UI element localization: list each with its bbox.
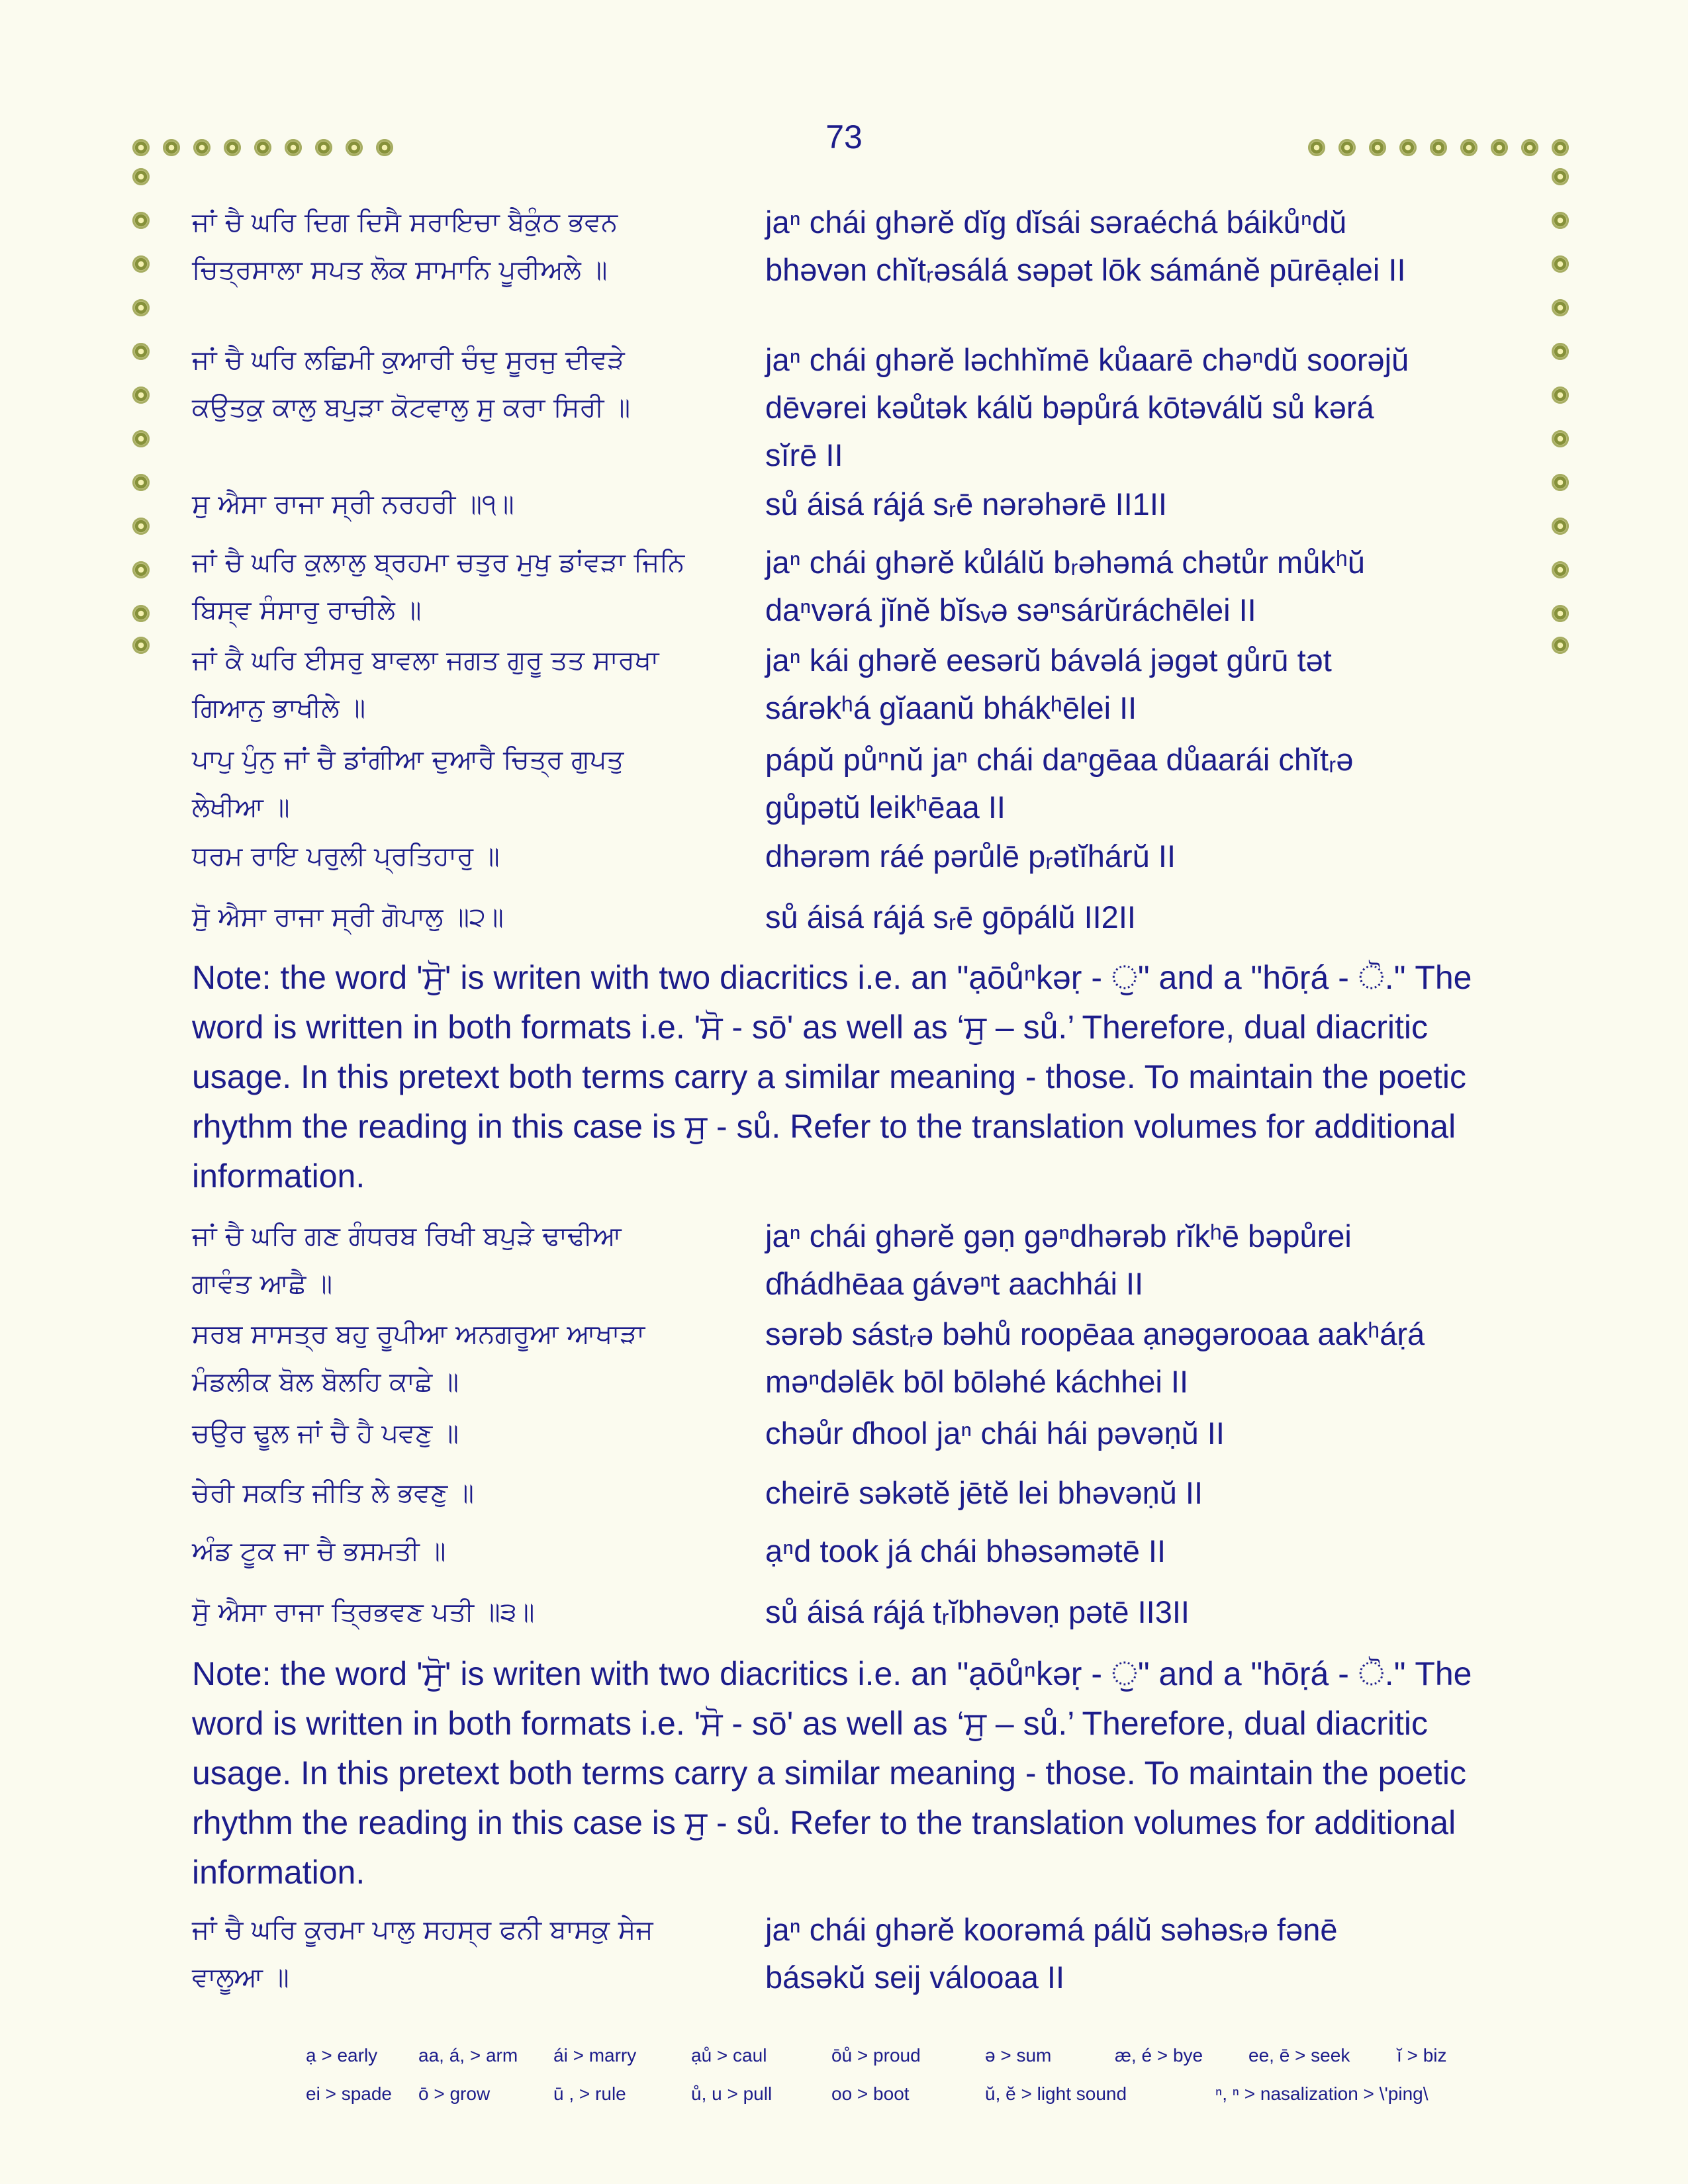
flower-icon — [1460, 139, 1477, 156]
flower-icon — [163, 139, 180, 156]
legend-item: ạů > caul — [691, 2045, 767, 2066]
flower-icon — [132, 212, 150, 229]
gurmukhi-line: ਧਰਮ ਰਾਇ ਪਰੁਲੀ ਪ੍ਰਤਿਹਾਰੁ ॥ — [192, 841, 500, 872]
flower-icon — [1552, 387, 1569, 404]
legend-item: ō > grow — [418, 2083, 491, 2104]
gurmukhi-line: ਗਿਆਨੁ ਭਾਖੀਲੇ ॥ — [192, 693, 366, 723]
transliteration-line: gůpətŭ leikʰēaa II — [765, 790, 1006, 825]
gurmukhi-line: ਵਾਲੂਆ ॥ — [192, 1962, 289, 1993]
flower-icon — [132, 387, 150, 404]
gurmukhi-line: ਮੰਡਲੀਕ ਬੋਲ ਬੋਲਹਿ ਕਾਛੇ ॥ — [192, 1367, 459, 1397]
flower-icon — [1552, 605, 1569, 622]
gurmukhi-line: ਚਿਤ੍ਰਸਾਲਾ ਸਪਤ ਲੋਕ ਸਾਮਾਨਿ ਪੂਰੀਅਲੇ ॥ — [192, 255, 608, 285]
flower-icon — [1369, 139, 1386, 156]
legend-item: ĭ > biz — [1397, 2045, 1447, 2066]
flower-icon — [1552, 255, 1569, 273]
transliteration-line: chəůr ɗhool jaⁿ chái hái pəvəṇŭ II — [765, 1416, 1225, 1451]
transliteration-line: básəkŭ seij válooaa II — [765, 1960, 1065, 1995]
transliteration-line: jaⁿ chái ghərĕ gəṇ gəⁿdhərəb rĭkʰē bəpůrei — [765, 1218, 1352, 1253]
transliteration-line: bhəvən chĭtᵣəsálá səpət lōk sámánĕ pūrēạlei II — [765, 252, 1406, 287]
flower-icon — [193, 139, 211, 156]
transliteration-line: sárəkʰá gĭaanŭ bhákʰēlei II — [765, 690, 1137, 725]
gurmukhi-line: ਜਾਂ ਚੈ ਘਰਿ ਲਛਿਮੀ ਕੁਆਰੀ ਚੰਦੁ ਸੂਰਜੁ ਦੀਵੜੇ — [192, 345, 625, 375]
flower-icon — [1430, 139, 1447, 156]
flower-icon — [1552, 299, 1569, 316]
flower-icon — [1552, 637, 1569, 654]
gurmukhi-line: ਲੇਖੀਆ ॥ — [192, 792, 290, 823]
flower-icon — [315, 139, 332, 156]
flower-icon — [1552, 430, 1569, 447]
flower-icon — [1552, 212, 1569, 229]
flower-icon — [132, 299, 150, 316]
flower-icon — [1552, 139, 1569, 156]
transliteration-line: sů áisá rájá sᵣē gōpálŭ II2II — [765, 899, 1136, 934]
transliteration-line: ɗhádhēaa gávəⁿt aachhái II — [765, 1266, 1144, 1301]
gurmukhi-line: ਜਾਂ ਚੈ ਘਰਿ ਕੂਰਮਾ ਪਾਲੁ ਸਹਸ੍ਰ ਫਨੀ ਬਾਸਕੁ ਸੇਜ — [192, 1915, 653, 1945]
gurmukhi-line: ਸਰਬ ਸਾਸਤ੍ਰ ਬਹੁ ਰੂਪੀਆ ਅਨਗਰੂਆ ਆਖਾੜਾ — [192, 1319, 645, 1349]
gurmukhi-line: ਜਾਂ ਚੈ ਘਰਿ ਗਣ ਗੰਧਰਬ ਰਿਖੀ ਬਪੁੜੇ ਢਾਢੀਆ — [192, 1221, 622, 1251]
flower-icon — [1338, 139, 1356, 156]
gurmukhi-line: ਚੇਰੀ ਸਕਤਿ ਜੀਤਿ ਲੇ ਭਵਣੁ ॥ — [192, 1478, 475, 1508]
legend-item: ei > spade — [306, 2083, 392, 2104]
flower-icon — [132, 139, 150, 156]
transliteration-line: daⁿvərá jĭnĕ bĭsᵥə səⁿsárŭráchēlei II — [765, 592, 1256, 627]
transliteration-line: dhərəm ráé pərůlē pᵣətĭhárŭ II — [765, 839, 1176, 874]
transliteration-line: dēvərei kəůtək kálŭ bəpůrá kōtəválŭ sů kərá — [765, 390, 1374, 425]
flower-icon — [132, 430, 150, 447]
flower-icon — [1308, 139, 1325, 156]
flower-icon — [346, 139, 363, 156]
gurmukhi-line: ਸੁ ਐਸਾ ਰਾਜਾ ਸ੍ਰੀ ਨਰਹਰੀ ॥੧॥ — [192, 489, 514, 520]
legend-item: ee, ē > seek — [1248, 2045, 1350, 2066]
transliteration-line: məⁿdəlēk bōl bōləhé káchhei II — [765, 1364, 1188, 1399]
flower-icon — [132, 561, 150, 578]
note-paragraph: Note: the word 'ਸੁੋ' is writen with two diacritics i.e. an "ạōůⁿkəṛ - ੁ" and a "hōṛá - ੋ." The word is written in both formats i.e. 'ਸੋ - sō' as well as ‘ਸੁ – sů.’ Therefore, dual diacritic usage. In this pretext both terms carry a similar meaning - those. To maintain the poetic rhythm the reading in this case is ਸੁ - sů. Refer to the translation volumes for additional information. — [192, 959, 1472, 1195]
gurmukhi-line: ਕਉਤਕੁ ਕਾਲੁ ਬਪੁੜਾ ਕੋਟਵਾਲੁ ਸੁ ਕਰਾ ਸਿਰੀ ॥ — [192, 392, 631, 423]
flower-icon — [376, 139, 393, 156]
page-number: 73 — [825, 118, 863, 156]
flower-icon — [1552, 168, 1569, 185]
gurmukhi-line: ਜਾਂ ਕੈ ਘਰਿ ਈਸਰੁ ਬਾਵਲਾ ਜਗਤ ਗੁਰੂ ਤਤ ਸਾਰਖਾ — [192, 645, 659, 676]
legend-item: ⁿ, ⁿ > nasalization > \'ping\ — [1215, 2083, 1429, 2104]
gurmukhi-line: ਸੁੋ ਐਸਾ ਰਾਜਾ ਸ੍ਰੀ ਗੋਪਾਲੁ ॥੨॥ — [192, 902, 504, 933]
transliteration-line: pápŭ půⁿnŭ jaⁿ chái daⁿgēaa důaarái chĭtᵣə — [765, 742, 1354, 777]
transliteration-line: sů áisá rájá sᵣē nərəhərē II1II — [765, 486, 1167, 522]
transliteration-line: jaⁿ chái ghərĕ kůlálŭ bᵣəhəmá chətůr můkʰŭ — [765, 545, 1365, 580]
gurmukhi-line: ਅੰਡ ਟੂਕ ਜਾ ਚੈ ਭਸਮਤੀ ॥ — [192, 1536, 446, 1567]
flower-icon — [1552, 561, 1569, 578]
flower-icon — [1491, 139, 1508, 156]
transliteration-line: jaⁿ chái ghərĕ ləchhĭmē kůaarē chəⁿdŭ soorəjŭ — [765, 342, 1409, 377]
flower-icon — [132, 343, 150, 360]
legend-item: ạ > early — [306, 2045, 378, 2066]
transliteration-line: sərəb sástᵣə bəhů roopēaa ạnəgərooaa aakʰáṛá — [765, 1316, 1425, 1351]
legend-item: aa, á, > arm — [418, 2045, 518, 2066]
flower-icon — [1399, 139, 1417, 156]
flower-icon — [132, 637, 150, 654]
transliteration-line: sů áisá rájá tᵣĭbhəvəṇ pətē II3II — [765, 1594, 1190, 1629]
gurmukhi-line: ਜਾਂ ਚੈ ਘਰਿ ਦਿਗ ਦਿਸੈ ਸਰਾਇਚਾ ਬੈਕੁੰਠ ਭਵਨ — [192, 207, 618, 238]
transliteration-line: cheirē səkətĕ jētĕ lei bhəvəṇŭ II — [765, 1475, 1203, 1510]
gurmukhi-line: ਜਾਂ ਚੈ ਘਰਿ ਕੁਲਾਲੁ ਬ੍ਰਹਮਾ ਚਤੁਰ ਮੁਖੁ ਡਾਂਵੜਾ ਜਿਨਿ — [192, 547, 685, 578]
flower-icon — [1552, 343, 1569, 360]
gurmukhi-line: ਗਾਵੰਤ ਆਛੈ ॥ — [192, 1269, 333, 1299]
flower-icon — [132, 255, 150, 273]
flower-icon — [1552, 474, 1569, 491]
flower-icon — [254, 139, 271, 156]
legend-item: ə > sum — [985, 2045, 1052, 2066]
legend-item: æ, é > bye — [1115, 2045, 1203, 2066]
legend-item: ŭ, ĕ > light sound — [985, 2083, 1127, 2104]
transliteration-line: ạⁿd took já chái bhəsəmətē II — [765, 1533, 1166, 1569]
legend-item: ů, u > pull — [691, 2083, 773, 2104]
flower-icon — [132, 518, 150, 535]
transliteration-line: sĭrē II — [765, 437, 843, 473]
flower-icon — [132, 605, 150, 622]
legend-item: ū , > rule — [553, 2083, 626, 2104]
gurmukhi-line: ਬਿਸ੍ਵ ਸੰਸਾਰੁ ਰਾਚੀਲੇ ॥ — [192, 595, 422, 625]
flower-icon — [224, 139, 241, 156]
gurmukhi-line: ਪਾਪੁ ਪੁੰਨੁ ਜਾਂ ਚੈ ਡਾਂਗੀਆ ਦੁਆਰੈ ਚਿਤ੍ਰ ਗੁਪਤੁ — [192, 745, 624, 775]
flower-icon — [132, 168, 150, 185]
legend-item: oo > boot — [831, 2083, 910, 2104]
legend-item: ōů > proud — [831, 2045, 921, 2066]
gurmukhi-line: ਚਉਰ ਢੂਲ ਜਾਂ ਚੈ ਹੈ ਪਵਣੁ ॥ — [192, 1418, 459, 1449]
flower-icon — [285, 139, 302, 156]
transliteration-line: jaⁿ chái ghərĕ dĭg dĭsái səraéchá báikůⁿdŭ — [765, 205, 1347, 240]
gurmukhi-line: ਸੁੋ ਐਸਾ ਰਾਜਾ ਤ੍ਰਿਭਵਣ ਪਤੀ ॥੩॥ — [192, 1597, 535, 1627]
note-paragraph: Note: the word 'ਸੁੋ' is writen with two diacritics i.e. an "ạōůⁿkəṛ - ੁ" and a "hōṛá - ੋ." The word is written in both formats i.e. 'ਸੋ - sō' as well as ‘ਸੁ – sů.’ Therefore, dual diacritic usage. In this pretext both terms carry a similar meaning - those. To maintain the poetic rhythm the reading in this case is ਸੁ - sů. Refer to the translation volumes for additional information. — [192, 1655, 1472, 1891]
legend-item: ái > marry — [553, 2045, 637, 2066]
flower-icon — [132, 474, 150, 491]
transliteration-line: jaⁿ kái ghərĕ eesərŭ bávəlá jəgət gůrū tət — [765, 643, 1332, 678]
flower-icon — [1552, 518, 1569, 535]
flower-icon — [1521, 139, 1538, 156]
transliteration-line: jaⁿ chái ghərĕ koorəmá pálŭ səhəsᵣə fənē — [765, 1912, 1338, 1947]
